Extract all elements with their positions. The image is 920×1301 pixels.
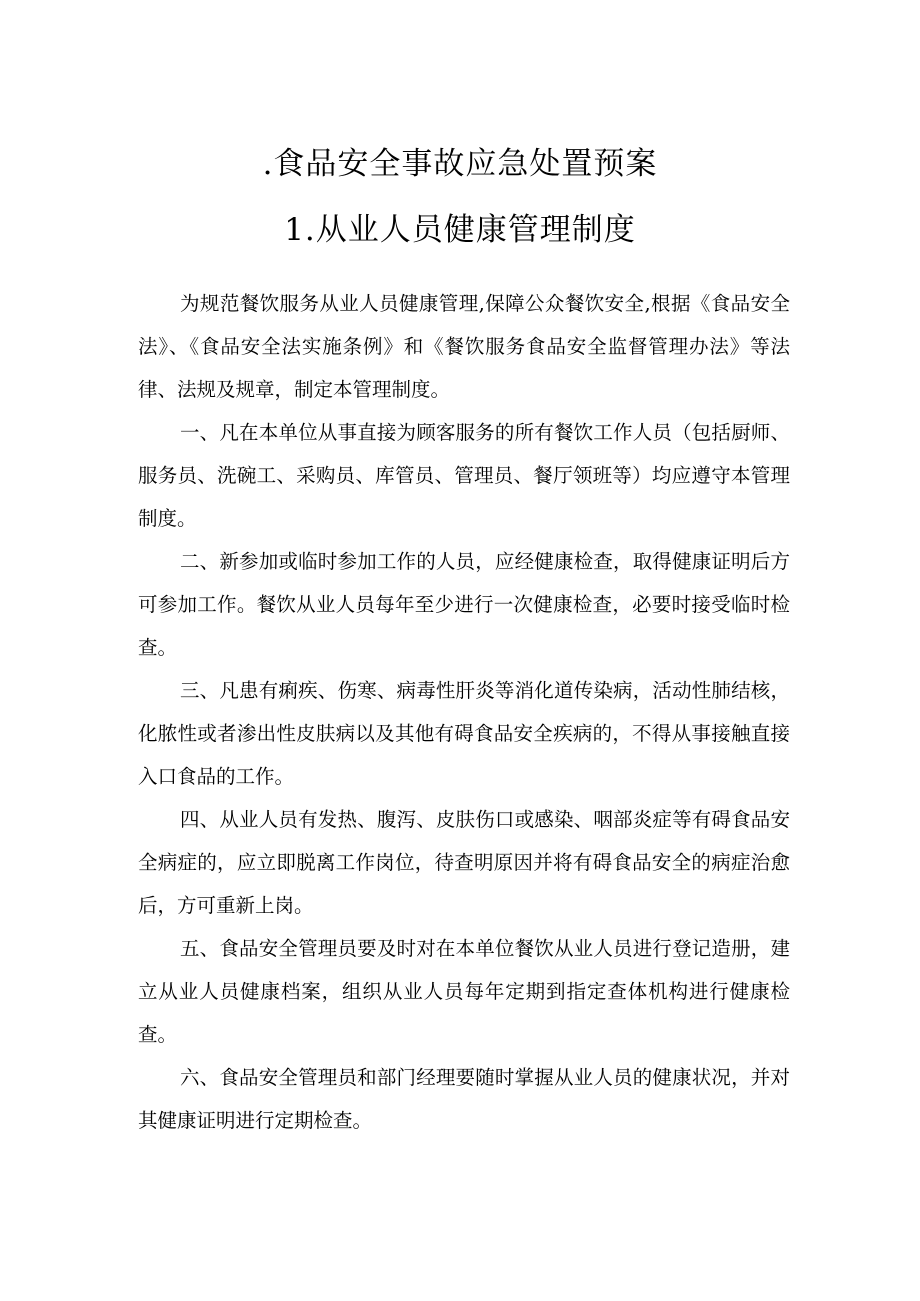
document-title: .食品安全事故应急处置预案 [262, 146, 658, 182]
clause-1-paragraph: 一、凡在本单位从事直接为顾客服务的所有餐饮工作人员（包括厨师、服务员、洗碗工、采购员、库管员、管理员、餐厅领班等）均应遵守本管理制度。 [138, 421, 790, 530]
document-body [138, 282, 790, 1142]
intro-paragraph: 为规范餐饮服务从业人员健康管理,保障公众餐饮安全,根据《食品安全法》、《食品安全法实施条例》和《餐饮服务食品安全监督管理办法》等法律、法规及规章，制定本管理制度。 [138, 292, 790, 401]
clause-6-paragraph: 六、食品安全管理员和部门经理要随时掌握从业人员的健康状况，并对其健康证明进行定期检查。 [138, 1066, 790, 1132]
clause-4-paragraph: 四、从业人员有发热、腹泻、皮肤伤口或感染、咽部炎症等有碍食品安全病症的，应立即脱离工作岗位，待查明原因并将有碍食品安全的病症治愈后，方可重新上岗。 [138, 808, 790, 917]
clause-3-paragraph: 三、凡患有痢疾、伤寒、病毒性肝炎等消化道传染病，活动性肺结核，化脓性或者渗出性皮肤病以及其他有碍食品安全疾病的，不得从事接触直接入口食品的工作。 [138, 679, 790, 788]
section-heading: 1.从业人员健康管理制度 [284, 212, 636, 248]
clause-2-paragraph: 二、新参加或临时参加工作的人员，应经健康检查，取得健康证明后方可参加工作。餐饮从业人员每年至少进行一次健康检查，必要时接受临时检查。 [138, 550, 790, 659]
clause-5-paragraph: 五、食品安全管理员要及时对在本单位餐饮从业人员进行登记造册，建立从业人员健康档案，组织从业人员每年定期到指定查体机构进行健康检查。 [138, 937, 790, 1046]
